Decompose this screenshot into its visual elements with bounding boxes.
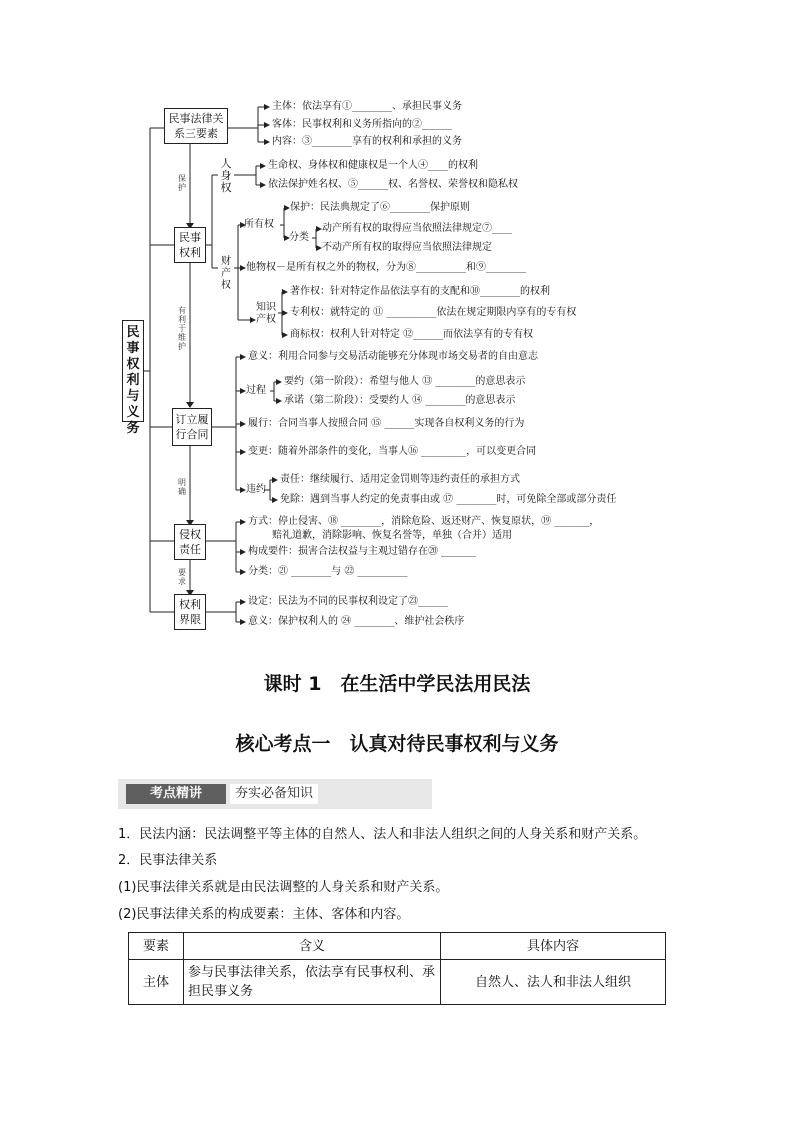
line-movable: 动产所有权的取得应当依照法律规定⑦____ bbox=[322, 223, 512, 234]
elements-table bbox=[128, 932, 666, 1005]
table-header: 含义 bbox=[184, 933, 441, 960]
node-civil-legal-relation: 民事法律关系三要素 bbox=[164, 108, 228, 144]
node-contract: 订立履行合同 bbox=[172, 408, 212, 446]
line-other-rights: 他物权－是所有权之外的物权，分为⑧__________和⑨________ bbox=[246, 262, 526, 273]
line-object: 客体：民事权利和义务所指向的②______ bbox=[272, 119, 452, 130]
line-ownership-protect: 保护：民法典规定了⑥________保护原则 bbox=[290, 202, 470, 213]
line-offer: 要约（第一阶段）：希望与他人 ⑬ ________的意思表示 bbox=[284, 376, 526, 387]
paragraph-legal-relation-1: (1)民事法律关系就是由民法调整的人身关系和财产关系。 bbox=[118, 880, 449, 895]
line-patent: 专利权：就特定的 ⑪ __________依法在规定期限内享有的专有权 bbox=[290, 307, 577, 318]
table-header-row bbox=[129, 933, 666, 960]
connector-label-clarify: 明确 bbox=[178, 478, 186, 496]
node-civil-rights: 民事权利 bbox=[174, 227, 206, 263]
line-content: 内容：③________享有的权利和承担的义务 bbox=[272, 136, 462, 147]
line-tort-methods-cont: 赔礼道歉，消除影响、恢复名誉等，单独（合并）适用 bbox=[272, 530, 512, 541]
line-tort-elements: 构成要件：损害合法权益与主观过错存在⑳ _______ bbox=[248, 546, 477, 557]
table-cell: 主体 bbox=[129, 960, 184, 1005]
paragraph-heading-legal-relation: 2．民事法律关系 bbox=[118, 853, 218, 868]
node-tort-liability: 侵权责任 bbox=[174, 524, 206, 560]
paragraph-civil-law-meaning: 1．民法内涵：民法调整平等主体的自然人、法人和非法人组织之间的人身关系和财产关系。 bbox=[118, 827, 647, 842]
node-rights-limits: 权利界限 bbox=[174, 594, 206, 630]
line-limit-meaning: 意义：保护权利人的 ㉔ ________、维护社会秩序 bbox=[248, 616, 465, 627]
line-tort-classification: 分类：㉑ ________与 ㉒ __________ bbox=[248, 566, 408, 577]
node-process: 过程 bbox=[246, 385, 266, 396]
lesson-title: 课时 1 在生活中学民法用民法 bbox=[263, 673, 531, 695]
line-modification: 变更：随着外部条件的变化，当事人⑯ _________，可以变更合同 bbox=[248, 446, 537, 457]
table-header: 要素 bbox=[129, 933, 184, 960]
line-performance: 履行：合同当事人按照合同 ⑮ ______实现各自权利义务的行为 bbox=[248, 418, 525, 429]
line-name-rights: 依法保护姓名权、⑤______权、名誉权、荣誉权和隐私权 bbox=[268, 179, 518, 190]
line-acceptance: 承诺（第二阶段）：受要约人 ⑭ ________的意思表示 bbox=[284, 395, 516, 406]
connector-label-protect: 保护 bbox=[178, 174, 186, 192]
line-exemption: 免除：遇到当事人约定的免责事由或 ⑰ ________时，可免除全部或部分责任 bbox=[280, 494, 617, 505]
table-row bbox=[129, 960, 666, 1005]
line-trademark: 商标权：权利人针对特定 ⑫______而依法享有的专有权 bbox=[290, 329, 534, 340]
node-personal-rights: 人身权 bbox=[220, 157, 232, 194]
line-immovable: 不动产所有权的取得应当依照法律规定 bbox=[322, 242, 492, 253]
table-header: 具体内容 bbox=[441, 933, 666, 960]
node-classification: 分类 bbox=[289, 232, 309, 243]
paragraph-legal-relation-2: (2)民事法律关系的构成要素：主体、客体和内容。 bbox=[118, 907, 410, 922]
line-life-rights: 生命权、身体权和健康权是一个人④____的权利 bbox=[268, 160, 478, 171]
line-copyright: 著作权：针对特定作品依法享有的支配和⑩________的权利 bbox=[290, 286, 550, 297]
line-tort-methods: 方式：停止侵害、⑱ ________，消除危险、返还财产、恢复原状，⑲ _______， bbox=[248, 516, 600, 527]
core-topic-title: 核心考点一 认真对待民事权利与义务 bbox=[235, 733, 559, 755]
connector-label-maintain: 有利于维护 bbox=[178, 306, 186, 351]
banner-tag: 考点精讲 bbox=[126, 784, 226, 804]
line-breach-liability: 责任：继续履行、适用定金罚则等违约责任的承担方式 bbox=[280, 474, 520, 485]
table-cell: 参与民事法律关系，依法享有民事权利、承担民事义务 bbox=[184, 960, 441, 1005]
node-breach: 违约 bbox=[246, 484, 266, 495]
connector-label-require: 要求 bbox=[178, 568, 186, 586]
line-limit-setting: 设定：民法为不同的民事权利设定了㉓______ bbox=[248, 596, 448, 607]
line-contract-meaning: 意义：利用合同参与交易活动能够充分体现市场交易者的自由意志 bbox=[248, 351, 538, 362]
node-ownership: 所有权 bbox=[244, 219, 274, 230]
node-property-rights: 财产权 bbox=[221, 256, 231, 291]
line-subject: 主体：依法享有①________、承担民事义务 bbox=[272, 101, 462, 112]
root-node: 民事权利与义务 bbox=[122, 320, 144, 422]
section-banner bbox=[118, 779, 432, 809]
node-ip-rights: 知识产权 bbox=[256, 302, 276, 325]
banner-subtitle: 夯实必备知识 bbox=[230, 784, 318, 804]
table-cell: 自然人、法人和非法人组织 bbox=[441, 960, 666, 1005]
